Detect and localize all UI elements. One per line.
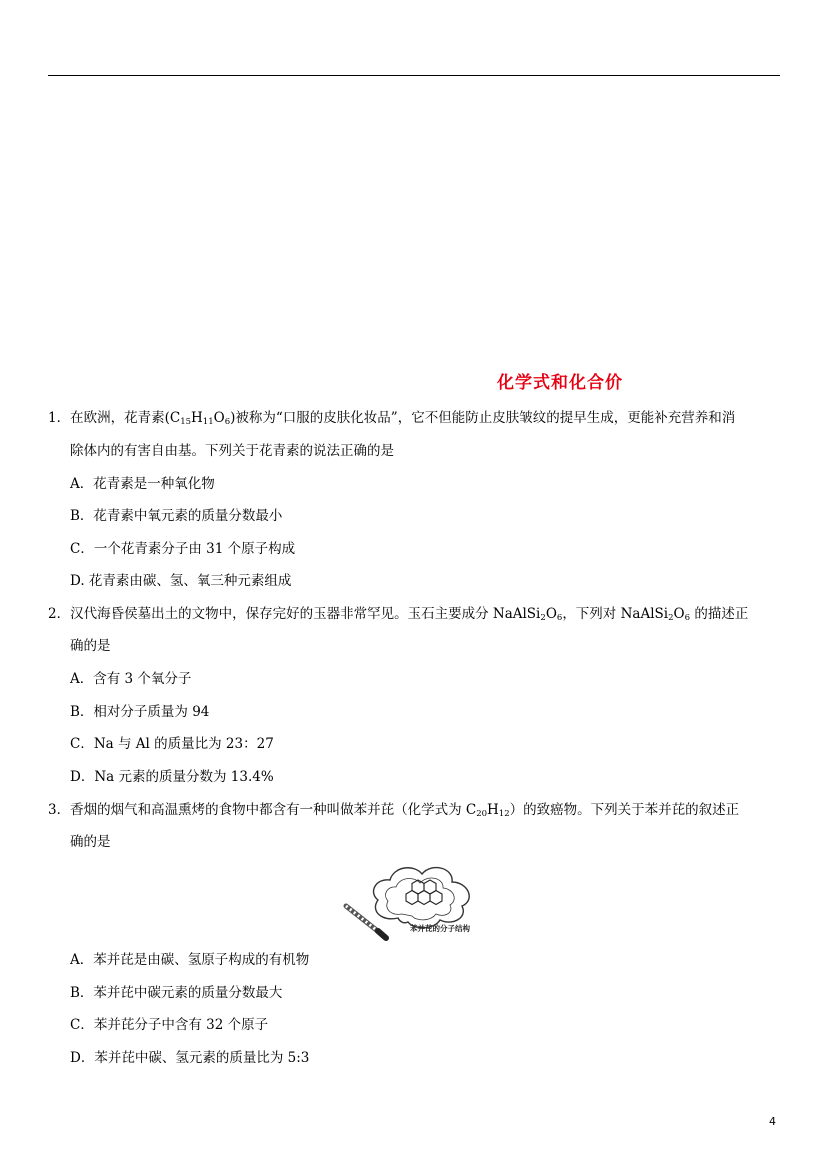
q1-option-a: A．花青素是一种氧化物 [70,476,215,492]
q3-option-a: A．苯并芘是由碳、氢原子构成的有机物 [70,952,310,968]
page-title: 化学式和化合价 [497,373,623,393]
question-2-line-2: 确的是 [70,638,111,654]
figure-caption: 苯并芘的分子结构 [410,924,470,933]
q2-option-d: D．Na 元素的质量分数为 13.4% [70,769,274,785]
q3-option-b: B．苯并芘中碳元素的质量分数最大 [70,985,283,1001]
page-number: 4 [769,1115,776,1128]
smoke-cloud-icon [374,868,470,928]
q2-option-c: C．Na 与 Al 的质量比为 23：27 [70,736,274,752]
question-2-line-1: 2．汉代海昏侯墓出土的文物中，保存完好的玉器非常罕见。玉石主要成分 $NaAlSi_2O_6$，下列对 $NaAlSi_2O_6$ 的描述正 [48,606,749,623]
benzopyrene-figure [340,856,490,946]
q1-option-c: C．一个花青素分子由 31 个原子构成 [70,541,296,557]
header-rule [48,75,780,76]
question-1-line-2: 除体内的有害自由基。下列关于花青素的说法正确的是 [70,443,394,459]
q1-option-b: B．花青素中氧元素的质量分数最小 [70,508,283,524]
q3-option-d: D．苯并芘中碳、氢元素的质量比为 5:3 [70,1050,310,1066]
q2-option-a: A．含有 3 个氧分子 [70,671,192,687]
molecule-structure-icon [406,880,442,905]
cigarette-icon [346,906,386,938]
q3-option-c: C．苯并芘分子中含有 32 个原子 [70,1017,269,1033]
question-3-line-1: 3．香烟的烟气和高温熏烤的食物中都含有一种叫做苯并芘（化学式为 $C_{20}H_{12}$）的致癌物。下列关于苯并芘的叙述正 [48,802,740,819]
q1-option-d: D. 花青素由碳、氢、氧三种元素组成 [70,573,292,589]
q2-option-b: B．相对分子质量为 94 [70,704,210,720]
question-3-line-2: 确的是 [70,834,111,850]
question-1-line-1: 1．在欧洲，花青素$(C_{15}H_{11}O_6)$被称为“口服的皮肤化妆品”，它不但能防止皮肤皱纹的提早生成，更能补充营养和消 [48,410,736,427]
